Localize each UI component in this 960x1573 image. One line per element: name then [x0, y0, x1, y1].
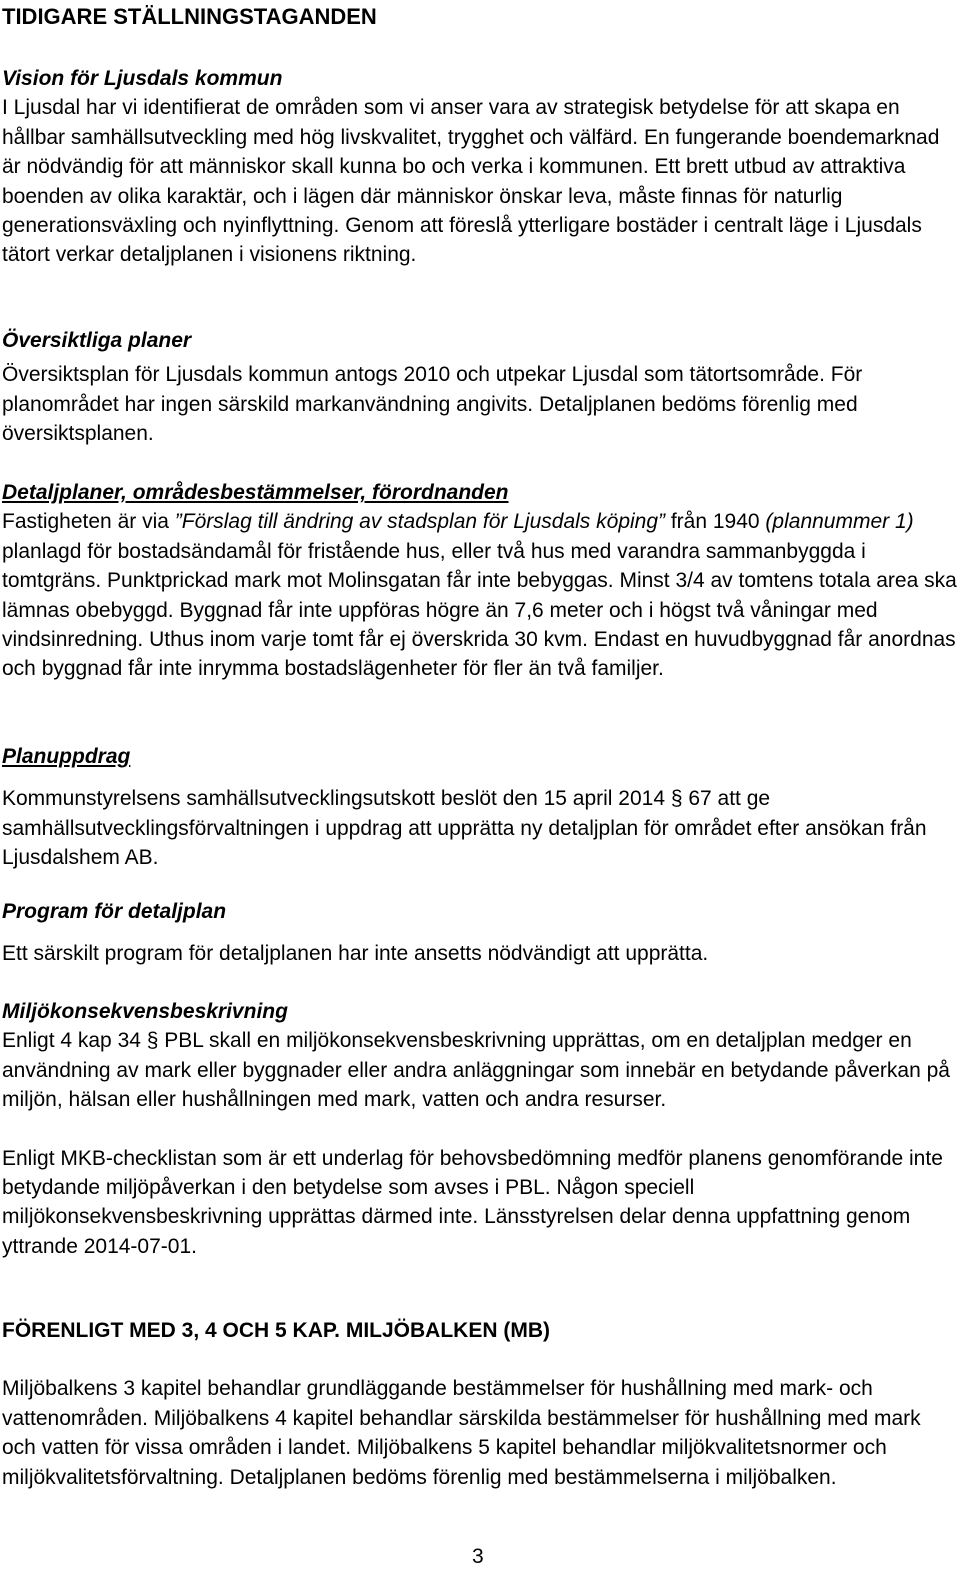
paragraph-mkb-1: Enligt 4 kap 34 § PBL skall en miljökonsekvensbeskrivning upprättas, om en detaljplan medger en användning av mark eller byggnader eller andra anläggningar som innebär en betydande påverkan på miljön, hälsan eller hushållningen med mark, vatten och andra resurser.: [2, 1029, 950, 1112]
section-title-tidigare: TIDIGARE STÄLLNINGSTAGANDEN: [2, 4, 377, 29]
detalj-text-1: Fastigheten är via: [2, 510, 175, 534]
section-planuppdrag: [2, 742, 958, 873]
detalj-plan-title: ”Förslag till ändring av stadsplan för Ljusdals köping”: [174, 510, 666, 534]
paragraph-vision: I Ljusdal har vi identifierat de områden som vi anser vara av strategisk betydelse för att skapa en hållbar samhällsutveckling med hög livskvalitet, trygghet och välfärd. En fungerande boendemarknad är nödvändig för att människor skall kunna bo och verka i kommunen. Ett brett utbud av attraktiva boenden av olika karaktär, och i lägen där människor önskar leva, måste finnas för naturlig generationsväxling och nyinflyttning. Genom att föreslå ytterligare bostäder i centralt läge i Ljusdals tätort verkar detaljplanen i visionens riktning.: [2, 96, 940, 267]
paragraph-planuppdrag: Kommunstyrelsens samhällsutvecklingsutskott beslöt den 15 april 2014 § 67 att ge samhällsutvecklingsförvaltningen i uppdrag att upprätta ny detaljplan för området efter ansökan från Ljusdalshem AB.: [2, 787, 927, 870]
heading-vision: Vision för Ljusdals kommun: [2, 67, 283, 90]
paragraph-oversikt: Översiktsplan för Ljusdals kommun antogs 2010 och utpekar Ljusdal som tätortsområde. För planområdet har ingen särskild markanvändning angivits. Detaljplanen bedöms förenlig med översiktsplanen.: [2, 363, 863, 446]
section-detaljplaner: [2, 478, 958, 684]
detalj-text-3: från 1940: [665, 510, 766, 534]
paragraph-program: Ett särskilt program för detaljplanen har inte ansetts nödvändigt att upprätta.: [2, 942, 709, 966]
heading-detaljplaner: Detaljplaner, områdesbestämmelser, förordnanden: [2, 481, 509, 504]
section-vision: [2, 64, 958, 270]
detalj-plan-number: (plannummer 1): [765, 510, 914, 534]
paragraph-detaljplaner: [2, 507, 958, 683]
heading-mkb: Miljökonsekvensbeskrivning: [2, 1000, 288, 1023]
paragraph-miljobalken: Miljöbalkens 3 kapitel behandlar grundläggande bestämmelser för hushållning med mark- och vattenområden. Miljöbalkens 4 kapitel behandlar särskilda bestämmelser för hushållning med mark och vatten för vissa områden i landet. Miljöbalkens 5 kapitel behandlar miljökvalitetsnormer och miljökvalitetsförvaltning. Detaljplanen bedöms förenlig med bestämmelserna i miljöbalken.: [2, 1377, 921, 1489]
page-number: 3: [472, 1545, 484, 1568]
section-miljobalken: [2, 1316, 958, 1492]
heading-program: Program för detaljplan: [2, 900, 227, 923]
paragraph-mkb-2: Enligt MKB-checklistan som är ett underlag för behovsbedömning medför planens genomförande inte betydande miljöpåverkan i den betydelse som avses i PBL. Någon speciell miljökonsekvensbeskrivning upprättas därmed inte. Länsstyrelsen delar denna uppfattning genom yttrande 2014-07-01.: [2, 1146, 943, 1258]
section-oversikt: [2, 326, 958, 449]
heading-miljobalken: FÖRENLIGT MED 3, 4 OCH 5 KAP. MILJÖBALKEN (MB): [2, 1319, 550, 1342]
heading-planuppdrag: Planuppdrag: [2, 745, 131, 768]
heading-oversikt: Översiktliga planer: [2, 329, 192, 352]
section-program: [2, 897, 958, 969]
detalj-text-5: planlagd för bostadsändamål för fristående hus, eller två hus med varandra sammanbyggda i tomtgräns. Punktprickad mark mot Molinsgatan får inte bebyggas. Minst 3/4 av tomtens totala area ska lämnas obebyggd. Byggnad får inte uppföras högre än 7,6 meter och i högst två våningar med vindsinredning. Uthus inom varje tomt får ej överskrida 30 kvm. Endast en huvudbyggnad får anordnas och byggnad får inte inrymma bostadslägenheter för fler än två familjer.: [2, 539, 957, 681]
section-mkb: [2, 997, 958, 1261]
